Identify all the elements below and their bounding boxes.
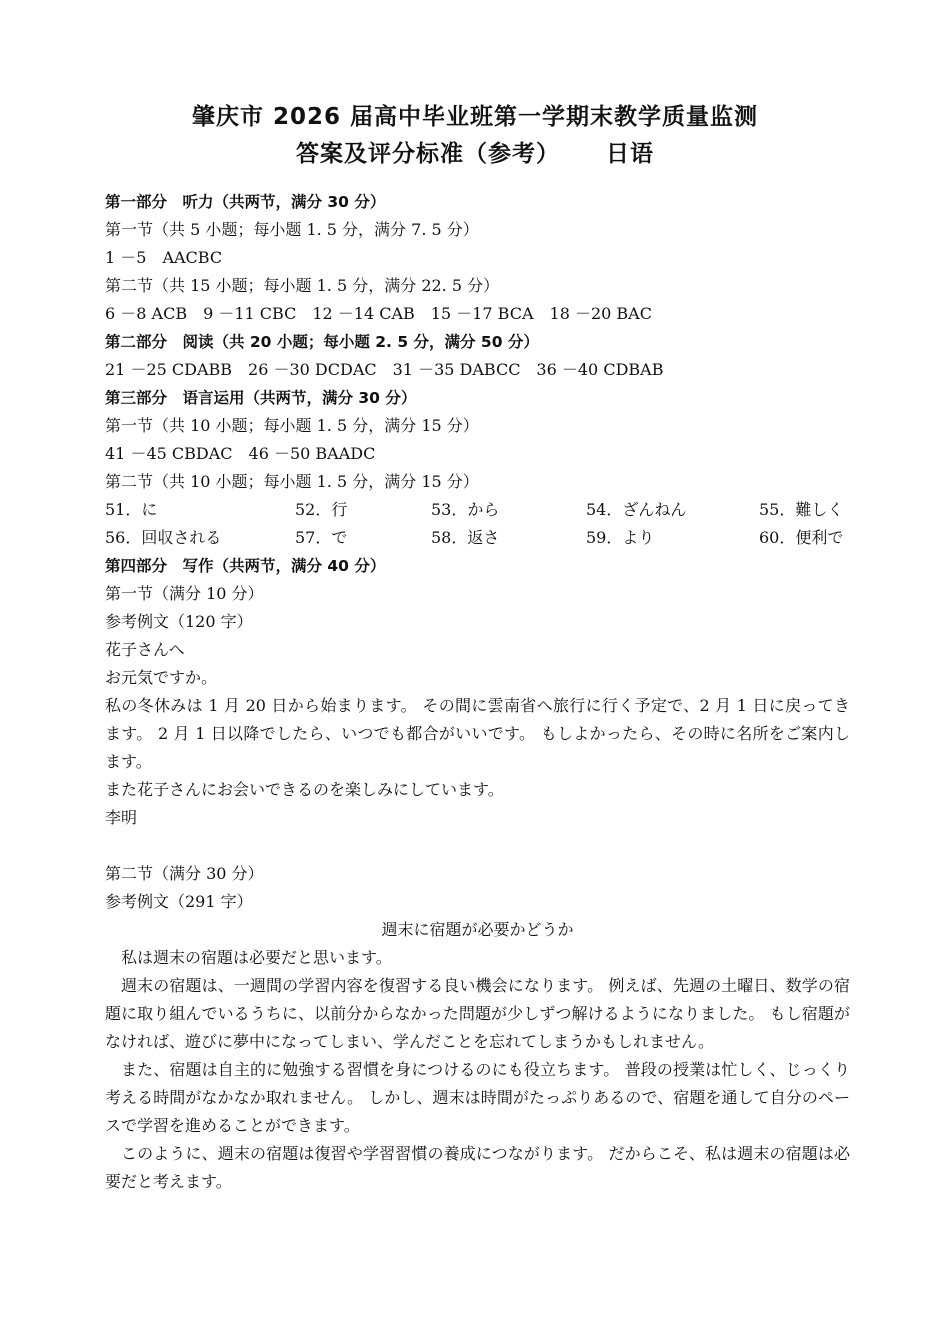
essay-paragraph: 週末の宿題は、一週間の学習内容を復習する良い機会になります。 例えば、先週の土曜日、数学の宿題に取り組んでいるうちに、以前分からなかった問題が少しずつ解けるようになりました。 もし宿題がなければ、遊びに夢中になってしまい、学んだことを忘れてしまうかもしれません。 (105, 976, 850, 1051)
language-use-section2-title: 第二节（共 10 小题；每小题 1. 5 分，满分 15 分） (105, 472, 479, 491)
section-heading-language-use: 第三部分 语言运用（共两节，满分 30 分） (105, 389, 417, 407)
letter-main-paragraph: 私の冬休みは 1 月 20 日から始まります。 その間に雲南省へ旅行に行く予定で、2 月 1 日に戻ってきます。 2 月 1 日以降でしたら、いつでも都合がいいです。 もしよかったら、その時に名所をご案内します。 (105, 696, 850, 771)
spacer (105, 832, 850, 860)
essay-title: 週末に宿題が必要かどうか (381, 920, 574, 939)
language-use-section1-title: 第一节（共 10 小题；每小题 1. 5 分，满分 15 分） (105, 416, 479, 435)
letter-salutation: 花子さんへ (105, 640, 185, 659)
answer-59: 59．より (586, 528, 655, 547)
listening-section2-title: 第二节（共 15 小题；每小题 1. 5 分，满分 22. 5 分） (105, 276, 500, 295)
letter-signature: 李明 (105, 808, 138, 827)
reading-answers: 21 －25 CDABB 26 －30 DCDAC 31 －35 DABCC 36 －40 CDBAB (105, 360, 664, 379)
listening-section1-answers: 1 －5 AACBC (105, 248, 223, 267)
subject-language: 日语 (606, 141, 654, 167)
writing-section1-title: 第一节（满分 10 分） (105, 584, 264, 603)
document-title: 肇庆市 2026 届高中毕业班第一学期末教学质量监测 (191, 104, 759, 130)
writing-section1-sample-label: 参考例文（120 字） (105, 612, 253, 631)
answer-56: 56．回収される (105, 528, 222, 547)
answer-row-51-55 (105, 496, 850, 524)
essay-paragraph: このように、週末の宿題は復習や学習習慣の養成につながります。 だからこそ、私は週末の宿題は必要だと考えます。 (105, 1144, 850, 1191)
writing-section2-title: 第二节（满分 30 分） (105, 864, 264, 883)
answer-58: 58．返さ (431, 528, 500, 547)
answer-52: 52．行 (295, 500, 348, 519)
answer-55: 55．難しく (759, 500, 844, 519)
answer-54: 54．ざんねん (586, 500, 687, 519)
section-heading-writing: 第四部分 写作（共两节，满分 40 分） (105, 557, 386, 575)
answer-row-56-60 (105, 524, 850, 552)
essay-paragraph: 私は週末の宿題は必要だと思います。 (121, 948, 392, 967)
document-subtitle (0, 135, 950, 168)
essay-paragraph: また、宿題は自主的に勉強する習慣を身につけるのにも役立ちます。 普段の授業は忙しく、じっくり考える時間がなかなか取れません。 しかし、週末は時間がたっぷりあるので、宿題を通して自分のペースで学習を進めることができます。 (105, 1060, 850, 1135)
answer-53: 53．から (431, 500, 500, 519)
subtitle-text: 答案及评分标准（参考） (296, 141, 560, 167)
section-heading-reading: 第二部分 阅读（共 20 小题；每小题 2. 5 分，满分 50 分） (105, 333, 539, 351)
answer-57: 57．で (295, 528, 348, 547)
listening-section2-answers: 6 －8 ACB 9 －11 CBC 12 －14 CAB 15 －17 BCA 18 －20 BAC (105, 304, 652, 323)
letter-closing: また花子さんにお会いできるのを楽しみにしています。 (105, 780, 504, 799)
writing-section2-sample-label: 参考例文（291 字） (105, 892, 253, 911)
language-use-section1-answers: 41 －45 CBDAC 46 －50 BAADC (105, 444, 376, 463)
document-body (105, 188, 850, 1196)
listening-section1-title: 第一节（共 5 小题；每小题 1. 5 分，满分 7. 5 分） (105, 220, 479, 239)
section-heading-listening: 第一部分 听力（共两节，满分 30 分） (105, 193, 386, 211)
letter-greeting: お元気ですか。 (105, 668, 218, 687)
answer-60: 60．便利で (759, 528, 844, 547)
answer-51: 51．に (105, 500, 158, 519)
